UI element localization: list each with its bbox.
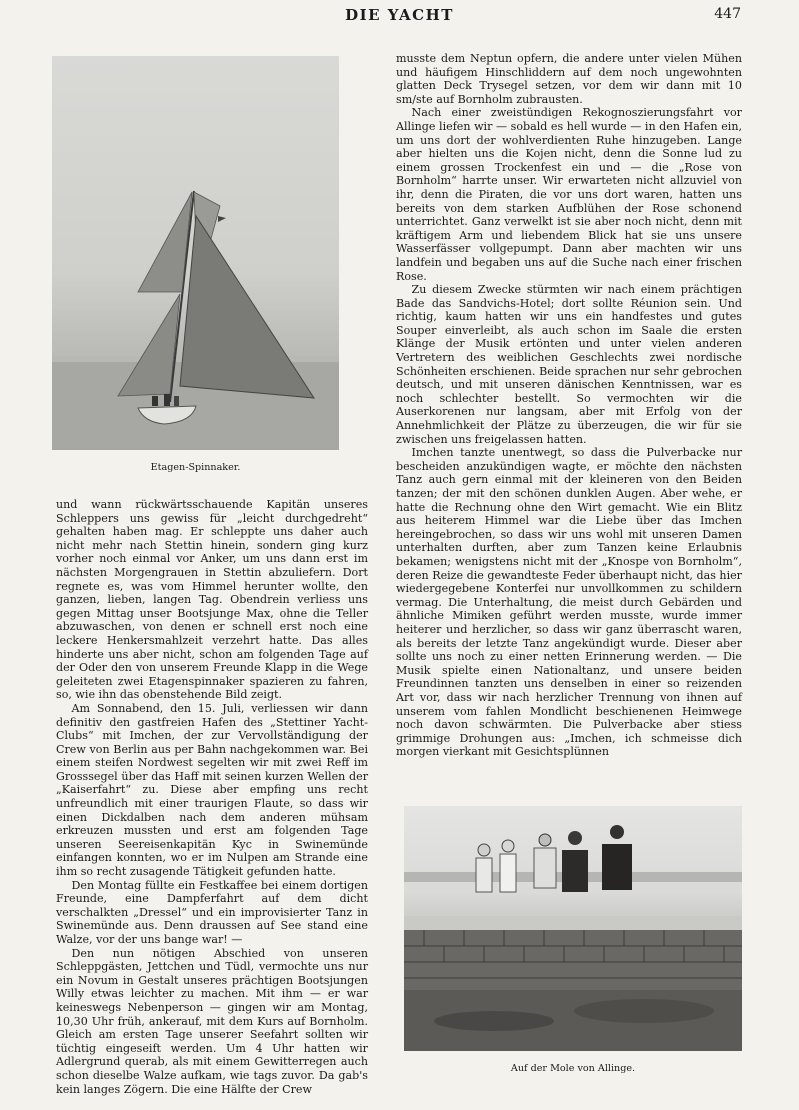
paragraph: Den Montag füllte ein Festkaffee bei einem dortigen Freunde, eine Dampferfahrt auf dem dicht verschalkten „Dressel“ und ein improvisierter Tanz in Swinemünde aus. Denn draussen auf See stand eine Walze, vor der uns bange war! — [56,878,368,946]
running-header [0,0,799,32]
paragraph: Imchen tanzte unentwegt, so dass die Pulverbacke nur bescheiden anzukündigen wagte, er möchte den nächsten Tanz auch gern einmal mit der kleineren von den Beiden tanzen; der mit den schönen dunklen Augen. Aber wehe, er hatte die Rechnung ohne den Wirt gemacht. Wie ein Blitz aus heiterem Himmel war die Liebe über das Imchen hereingebrochen, so dass wir uns wohl mit unseren Damen unterhalten durften, aber zum Tanzen keine Erlaubnis bekamen; wenigstens nicht mit der „Knospe von Bornholm“, deren Reize die gewandteste Feder überhaupt nicht, das hier wiedergegebene Konterfei nur unvollkommen zu schildern vermag. Die Unterhaltung, die meist durch Gebärden und ähnliche Mimiken geführt werden musste, wurde immer heiterer und herzlicher, so dass wir ganz überrascht waren, als bereits der letzte Tanz angekündigt wurde. Dieser aber sollte uns noch zu einer netten Erinnerung werden. — Die Musik spielte einen Nationaltanz, und unsere beiden Freundinnen tanzten uns denselben in einer so reizenden Art vor, dass wir nach herzlicher Trennung von ihnen auf unserem vom fahlen Mondlicht beschienenen Heimwege noch davon schwärmten. Die Pulverbacke aber stiess grimmige Drohungen aus: „Imchen, ich schmeisse dich morgen vierkant mit Gesichtsplünnen [396,446,742,759]
figure-caption: Etagen-Spinnaker. [150,462,241,473]
paragraph: und wann rückwärtsschauende Kapitän unseres Schleppers uns gewiss für „leicht durchgedreht“ gehalten haben mag. Er schleppte uns daher auch nicht mehr nach Stettin hinein, sondern ging kurz vorher noch einmal vor Anker, um uns dann erst im nächsten Morgengrauen in Stettin abzuliefern. Dort regnete es, was vom Himmel herunter wollte, den ganzen, lieben, langen Tag. Obendrein verliess uns gegen Mittag unser Bootsjunge Max, ohne die Teller abzuwaschen, von denen er schnell erst noch eine leckere Henkersmahlzeit verzehrt hatte. Das alles hinderte uns aber nicht, schon am folgenden Tage auf der Oder den von unserem Freunde Klapp in die Wege geleiteten zwei Etagenspinnaker spazieren zu fahren, so, wie ihn das obenstehende Bild zeigt. [56,498,368,702]
paragraph: Am Sonnabend, den 15. Juli, verliessen wir dann definitiv den gastfreien Hafen des „Stettiner Yacht-Clubs“ mit Imchen, der zur Vervollständigung der Crew von Berlin aus per Bahn nachgekommen war. Bei einem steifen Nordwest segelten wir mit zwei Reff im Grosssegel über das Haff mit seinen kurzen Wellen der „Kaiserfahrt“ zu. Diese aber empfing uns recht unfreundlich mit einer traurigen Flaute, so dass wir einen Dickdalben nach dem anderen mühsam erkreuzen mussten und erst am folgenden Tage unseren Seereisenkapitän Kyc in Swinemünde einfangen konnten, wo er im Nulpen am Strande eine ihm so recht zusagende Tätigkeit gefunden hatte. [56,701,368,879]
photo-sailing-yacht [52,56,339,450]
right-text-column [396,52,742,759]
photo-mole-allinge [404,806,742,1051]
paragraph: Den nun nötigen Abschied von unseren Schleppgästen, Jettchen und Tüdl, vermochte uns nur ein Novum in Gestalt unseres prächtigen Bootsjungen Willy etwas leichter zu machen. Mit ihm — er war keineswegs Nebenperson — gingen wir am Montag, 10,30 Uhr früh, ankerauf, mit dem Kurs auf Bornholm. Gleich am ersten Tage unserer Seefahrt sollten wir tüchtig eingeseift werden. Um 4 Uhr hatten wir Adlergrund querab, als mit einem Gewitterregen auch schon dieselbe Walze aufkam, wie tags zuvor. Da gab's kein langes Zögern. Die eine Hälfte der Crew [56,946,368,1096]
figure-caption: Auf der Mole von Allinge. [510,1063,636,1074]
paragraph: Nach einer zweistündigen Rekognoszierungsfahrt vor Allinge liefen wir — sobald es hell wurde — in den Hafen ein, um uns dort der wohlverdienten Ruhe hinzugeben. Lange aber hielten uns die Kojen nicht, denn die Sonne lud zu einem grossen Trockenfest ein und — die „Rose von Bornholm“ harrte unser. Wir erwarteten nicht allzuviel von ihr, denn die Piraten, die vor uns dort waren, hatten uns bereits von dem starken Aufblühen der Rose schonend unterrichtet. Ganz verwelkt ist sie aber noch nicht, denn mit kräftigem Arm und liebendem Blick hat sie uns unsere Wasserfässer vollgepumpt. Dann aber machten wir uns landfein und begaben uns auf die Suche nach einer frischen Rose. [396,106,742,283]
page-number: 447 [714,6,741,22]
journal-title: DIE YACHT [345,6,454,24]
paragraph: musste dem Neptun opfern, die andere unter vielen Mühen und häufigem Hinschliddern auf dem noch ungewohnten glatten Deck Trysegel setzen, vor dem wir dann mit 10 sm/ste auf Bornholm zubrausten. [396,52,742,106]
left-text-column [56,498,368,1096]
paragraph: Zu diesem Zwecke stürmten wir nach einem prächtigen Bade das Sandvichs-Hotel; dort sollte Réunion sein. Und richtig, kaum hatten wir uns ein handfestes und gutes Souper einverleibt, als auch schon im Saale die ersten Klänge der Musik ertönten und unter vielen anderen Vertretern des weiblichen Geschlechts zwei nordische Schönheiten erschienen. Beide sprachen nur sehr gebrochen deutsch, und mit unseren dänischen Kenntnissen, war es noch schlechter bestellt. So vermochten wir die Auserkorenen nur langsam, aber mit Erfolg von der Annehmlichkeit der Plätze zu überzeugen, die wir für sie zwischen uns freigelassen hatten. [396,283,742,446]
